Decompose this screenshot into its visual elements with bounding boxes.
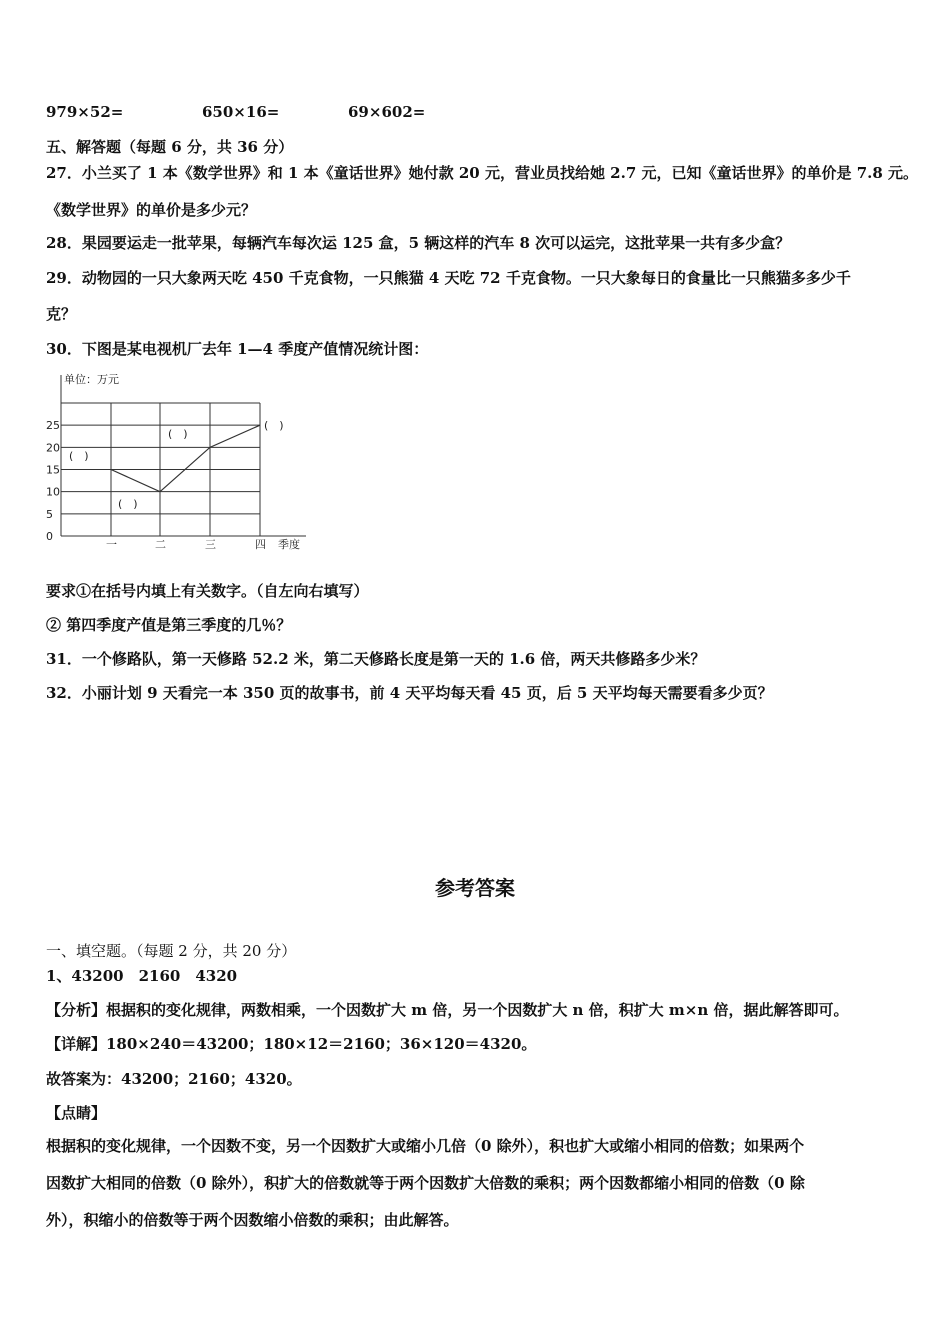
point-label: ( ) — [69, 449, 89, 463]
question-28: 28．果园要运走一批苹果，每辆汽车每次运 125 盒，5 辆这样的汽车 8 次可以运完，这批苹果一共有多少盒？ — [46, 234, 791, 252]
question-27-cont: 《数学世界》的单价是多少元？ — [46, 201, 257, 219]
comment-title: 【点睛】 — [46, 1104, 107, 1122]
y-tick-label: 10 — [46, 485, 60, 499]
requirement-1: 要求①在括号内填上有关数字。（自左向右填写） — [46, 582, 369, 600]
answers-title: 参考答案 — [435, 876, 515, 900]
analysis: 【分析】根据积的变化规律，两数相乘，一个因数扩大 m 倍，另一个因数扩大 n 倍，积扩大 m×n 倍，据此解答即可。 — [46, 1001, 849, 1019]
question-31: 31．一个修路队，第一天修路 52.2 米，第二天修路长度是第一天的 1.6 倍，两天共修路多少米？ — [46, 650, 706, 668]
requirement-2: ② 第四季度产值是第三季度的几％？ — [46, 616, 292, 634]
y-unit-label: 单位：万元 — [64, 373, 119, 386]
calc-1: 979×52= — [46, 103, 124, 121]
detail: 【详解】180×240＝43200；180×12＝2160；36×120＝4320。 — [46, 1035, 537, 1053]
x-axis-label: 季度 — [278, 538, 300, 551]
point-label: ( ) — [168, 427, 188, 441]
calc-2: 650×16= — [202, 103, 280, 121]
y-tick-label: 20 — [46, 441, 60, 455]
comment-line: 外），积缩小的倍数等于两个因数缩小倍数的乘积；由此解答。 — [46, 1211, 459, 1229]
comment-line: 根据积的变化规律，一个因数不变，另一个因数扩大或缩小几倍（0 除外），积也扩大或缩小相同的倍数；如果两个 — [46, 1137, 805, 1155]
final-answer: 故答案为：43200；2160；4320。 — [46, 1070, 302, 1088]
answer-section-heading: 一、填空题。（每题 2 分，共 20 分） — [46, 942, 297, 960]
section-heading: 五、解答题（每题 6 分，共 36 分） — [46, 138, 294, 156]
question-32: 32．小丽计划 9 天看完一本 350 页的故事书，前 4 天平均每天看 45 页，后 5 天平均每天需要看多少页？ — [46, 684, 773, 702]
x-tick-label: 四 — [255, 538, 266, 551]
y-tick-label: 5 — [46, 507, 53, 521]
x-tick-label: 二 — [155, 538, 166, 551]
point-label: ( ) — [118, 497, 138, 511]
x-tick-label: 三 — [205, 538, 216, 551]
question-30: 30．下图是某电视机厂去年 1—4 季度产值情况统计图： — [46, 340, 429, 358]
line-chart — [40, 365, 320, 555]
y-tick-label: 25 — [46, 419, 60, 433]
calc-3: 69×602= — [348, 103, 426, 121]
question-27: 27．小兰买了 1 本《数学世界》和 1 本《童话世界》她付款 20 元，营业员找给她 2.7 元，已知《童话世界》的单价是 7.8 元。 — [46, 164, 919, 182]
comment-line: 因数扩大相同的倍数（0 除外），积扩大的倍数就等于两个因数扩大倍数的乘积；两个因数都缩小相同的倍数（0 除 — [46, 1174, 805, 1192]
y-tick-label: 0 — [46, 530, 53, 543]
question-29-cont: 克？ — [46, 305, 77, 323]
point-label: ( ) — [264, 419, 284, 433]
x-tick-label: 一 — [106, 538, 117, 551]
answer-1: 1、43200 2160 4320 — [46, 967, 238, 985]
question-29: 29．动物园的一只大象两天吃 450 千克食物，一只熊猫 4 天吃 72 千克食物。一只大象每日的食量比一只熊猫多多少千 — [46, 269, 851, 287]
y-tick-label: 15 — [46, 463, 60, 477]
